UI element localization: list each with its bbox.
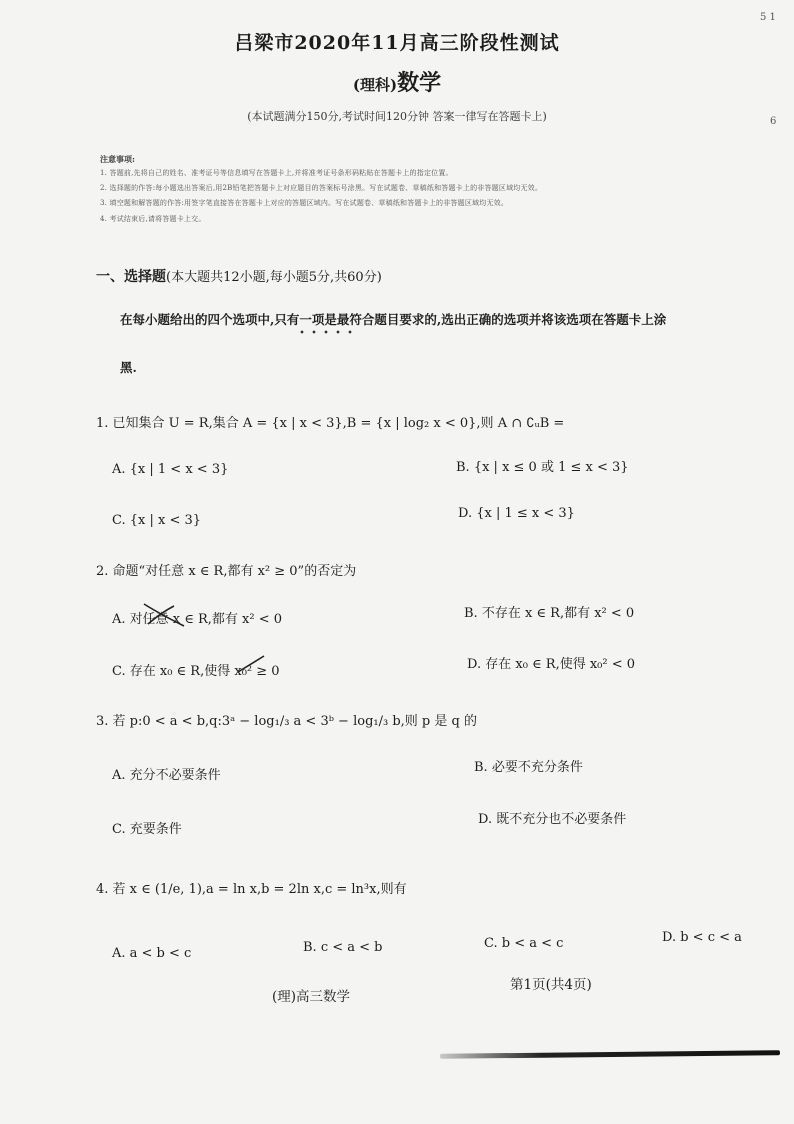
pen-strike-mark (140, 600, 188, 630)
question-3-option-a: A. 充分不必要条件 (112, 768, 221, 783)
section-instruction: 在每小题给出的四个选项中,只有一项是最符合题目要求的,选出正确的选项并将该选项在答题卡上涂 (120, 312, 667, 327)
notice-item: 4. 考试结束后,请将答题卡上交。 (100, 215, 206, 223)
question-4-stem: 4. 若 x ∈ (1/e, 1),a = ln x,b = 2ln x,c = ln³x,则有 (96, 882, 407, 897)
subject-prefix: (理科) (352, 76, 398, 94)
question-3-option-d: D. 既不充分也不必要条件 (478, 812, 627, 827)
question-3-option-b: B. 必要不充分条件 (474, 760, 583, 775)
pen-strike-mark (236, 652, 266, 676)
exam-title: 吕梁市2020年11月高三阶段性测试 (234, 32, 560, 54)
question-2-option-c: C. 存在 x₀ ∈ R,使得 x₀² ≥ 0 (112, 664, 280, 679)
footer-subject: (理)高三数学 (272, 989, 351, 1005)
question-1-stem: 1. 已知集合 U = R,集合 A = {x | x < 3},B = {x | log₂ x < 0},则 A ∩ ∁ᵤB = (96, 416, 565, 431)
question-1-option-d: D. {x | 1 ≤ x < 3} (458, 506, 575, 521)
question-3-stem: 3. 若 p:0 < a < b,q:3ᵃ − log₁/₃ a < 3ᵇ − log₁/₃ b,则 p 是 q 的 (96, 714, 477, 729)
question-2-option-b: B. 不存在 x ∈ R,都有 x² < 0 (464, 606, 635, 621)
emphasis-dots (296, 330, 356, 334)
question-2-option-d: D. 存在 x₀ ∈ R,使得 x₀² < 0 (467, 657, 636, 672)
notice-item: 2. 选择题的作答:每小题选出答案后,用2B铅笔把答题卡上对应题目的答案标号涂黑。写在试题卷、草稿纸和答题卡上的非答题区域均无效。 (100, 184, 543, 192)
exam-note: (本试题满分150分,考试时间120分钟 答案一律写在答题卡上) (247, 110, 547, 123)
section-heading (96, 266, 382, 286)
subject-name: 数学 (397, 70, 442, 96)
question-1-option-c: C. {x | x < 3} (112, 513, 202, 528)
question-2-stem: 2. 命题“对任意 x ∈ R,都有 x² ≥ 0”的否定为 (96, 564, 357, 579)
question-1-option-a: A. {x | 1 < x < 3} (112, 462, 229, 477)
question-4-option-d: D. b < c < a (662, 930, 742, 945)
question-4-option-c: C. b < a < c (484, 936, 564, 951)
question-2-option-a: A. 对任意 x ∈ R,都有 x² < 0 (112, 612, 283, 627)
question-4-option-a: A. a < b < c (112, 946, 192, 961)
exam-subject (0, 66, 794, 97)
notice-item: 3. 填空题和解答题的作答:用签字笔直接答在答题卡上对应的答题区域内。写在试题卷、草稿纸和答题卡上的非答题区域均无效。 (100, 199, 509, 207)
section-desc: (本大题共12小题,每小题5分,共60分) (166, 270, 382, 285)
corner-mark-top-right: 5 1 (760, 12, 776, 23)
question-1-option-b: B. {x | x ≤ 0 或 1 ≤ x < 3} (456, 460, 629, 475)
scan-artifact-line (440, 1050, 780, 1059)
notice-item: 1. 答题前,先将自己的姓名、准考证号等信息填写在答题卡上,并将准考证号条形码粘贴在答题卡上的指定位置。 (100, 169, 453, 177)
question-3-option-c: C. 充要条件 (112, 822, 182, 837)
section-title: 一、选择题 (96, 269, 166, 285)
notice-title: 注意事项: (100, 154, 135, 164)
section-instruction-cont: 黑. (120, 360, 137, 375)
question-4-option-b: B. c < a < b (303, 940, 383, 955)
corner-mark-right: 6 (770, 116, 777, 127)
page-number: 第1页(共4页) (510, 977, 592, 993)
